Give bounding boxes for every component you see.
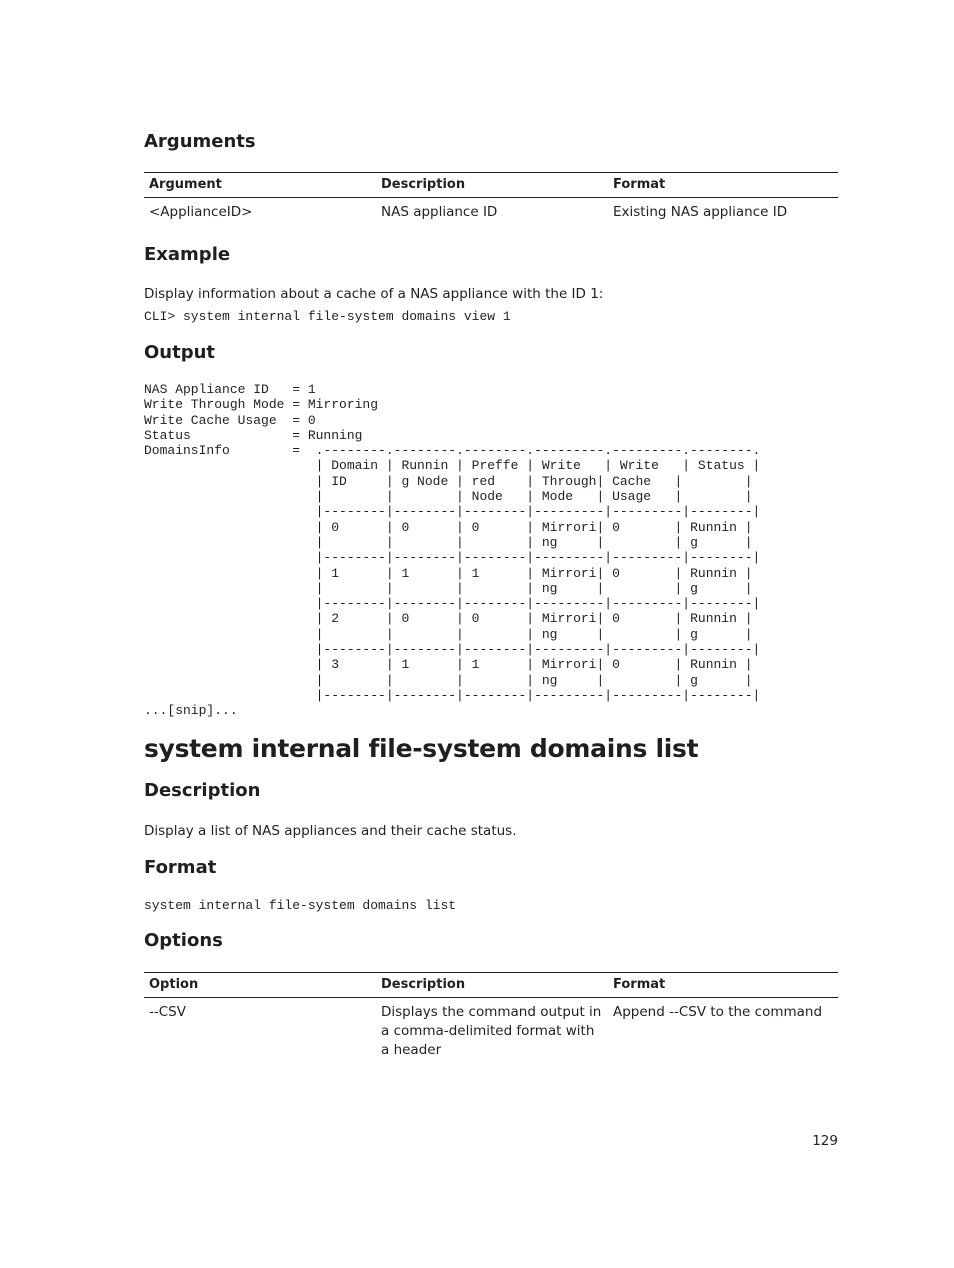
table-cell: Existing NAS appliance ID (613, 204, 788, 220)
column-header: Option (144, 973, 376, 998)
output-heading: Output (144, 342, 216, 363)
description-text: Display a list of NAS appliances and their cache status. (144, 823, 517, 839)
column-header: Format (608, 973, 838, 998)
table-header-row (144, 173, 838, 198)
table-cell: <ApplianceID> (149, 204, 253, 220)
column-header: Format (608, 173, 838, 198)
example-text: Display information about a cache of a NAS appliance with the ID 1: (144, 286, 604, 302)
table-row (144, 998, 838, 1064)
options-table (144, 972, 838, 1063)
table-cell: Displays the command output in a comma-delimited format with a header (381, 1004, 602, 1058)
table-cell: NAS appliance ID (381, 204, 498, 220)
description-heading: Description (144, 780, 261, 801)
format-heading: Format (144, 857, 217, 878)
example-command: CLI> system internal file-system domains view 1 (144, 309, 511, 324)
column-header: Description (376, 173, 608, 198)
command-title: system internal file-system domains list (144, 734, 699, 763)
arguments-table (144, 172, 838, 225)
column-header: Description (376, 973, 608, 998)
output-block: NAS Appliance ID = 1 Write Through Mode = Mirroring Write Cache Usage = 0 Status = Running DomainsInfo = .--------.--------.--------.---------.---------.--------. | Domain | Runnin | Preffe | Write | Write | Status | | ID | g Node | red | Through| Cache | | | | | Node | Mode | Usage | | |--------|--------|--------|---------|---------|--------| | 0 | 0 | 0 | Mirrori| 0 | Runnin | | | | | ng | | g | |--------|--------|--------|---------|---------|--------| | 1 | 1 | 1 | Mirrori| 0 | Runnin | | | | | ng | | g | |--------|--------|--------|---------|---------|--------| | 2 | 0 | 0 | Mirrori| 0 | Runnin | | | | | ng | | g | |--------|--------|--------|---------|---------|--------| | 3 | 1 | 1 | Mirrori| 0 | Runnin | | | | | ng | | g | |--------|--------|--------|---------|---------|--------| ...[snip]... (144, 382, 761, 719)
page-number: 129 (812, 1133, 838, 1149)
arguments-heading: Arguments (144, 131, 256, 152)
table-row (144, 198, 838, 226)
options-heading: Options (144, 930, 223, 951)
column-header: Argument (144, 173, 376, 198)
table-header-row (144, 973, 838, 998)
format-command: system internal file-system domains list (144, 898, 457, 913)
table-cell: --CSV (149, 1004, 186, 1020)
table-cell: Append --CSV to the command (613, 1004, 823, 1020)
example-heading: Example (144, 244, 231, 265)
